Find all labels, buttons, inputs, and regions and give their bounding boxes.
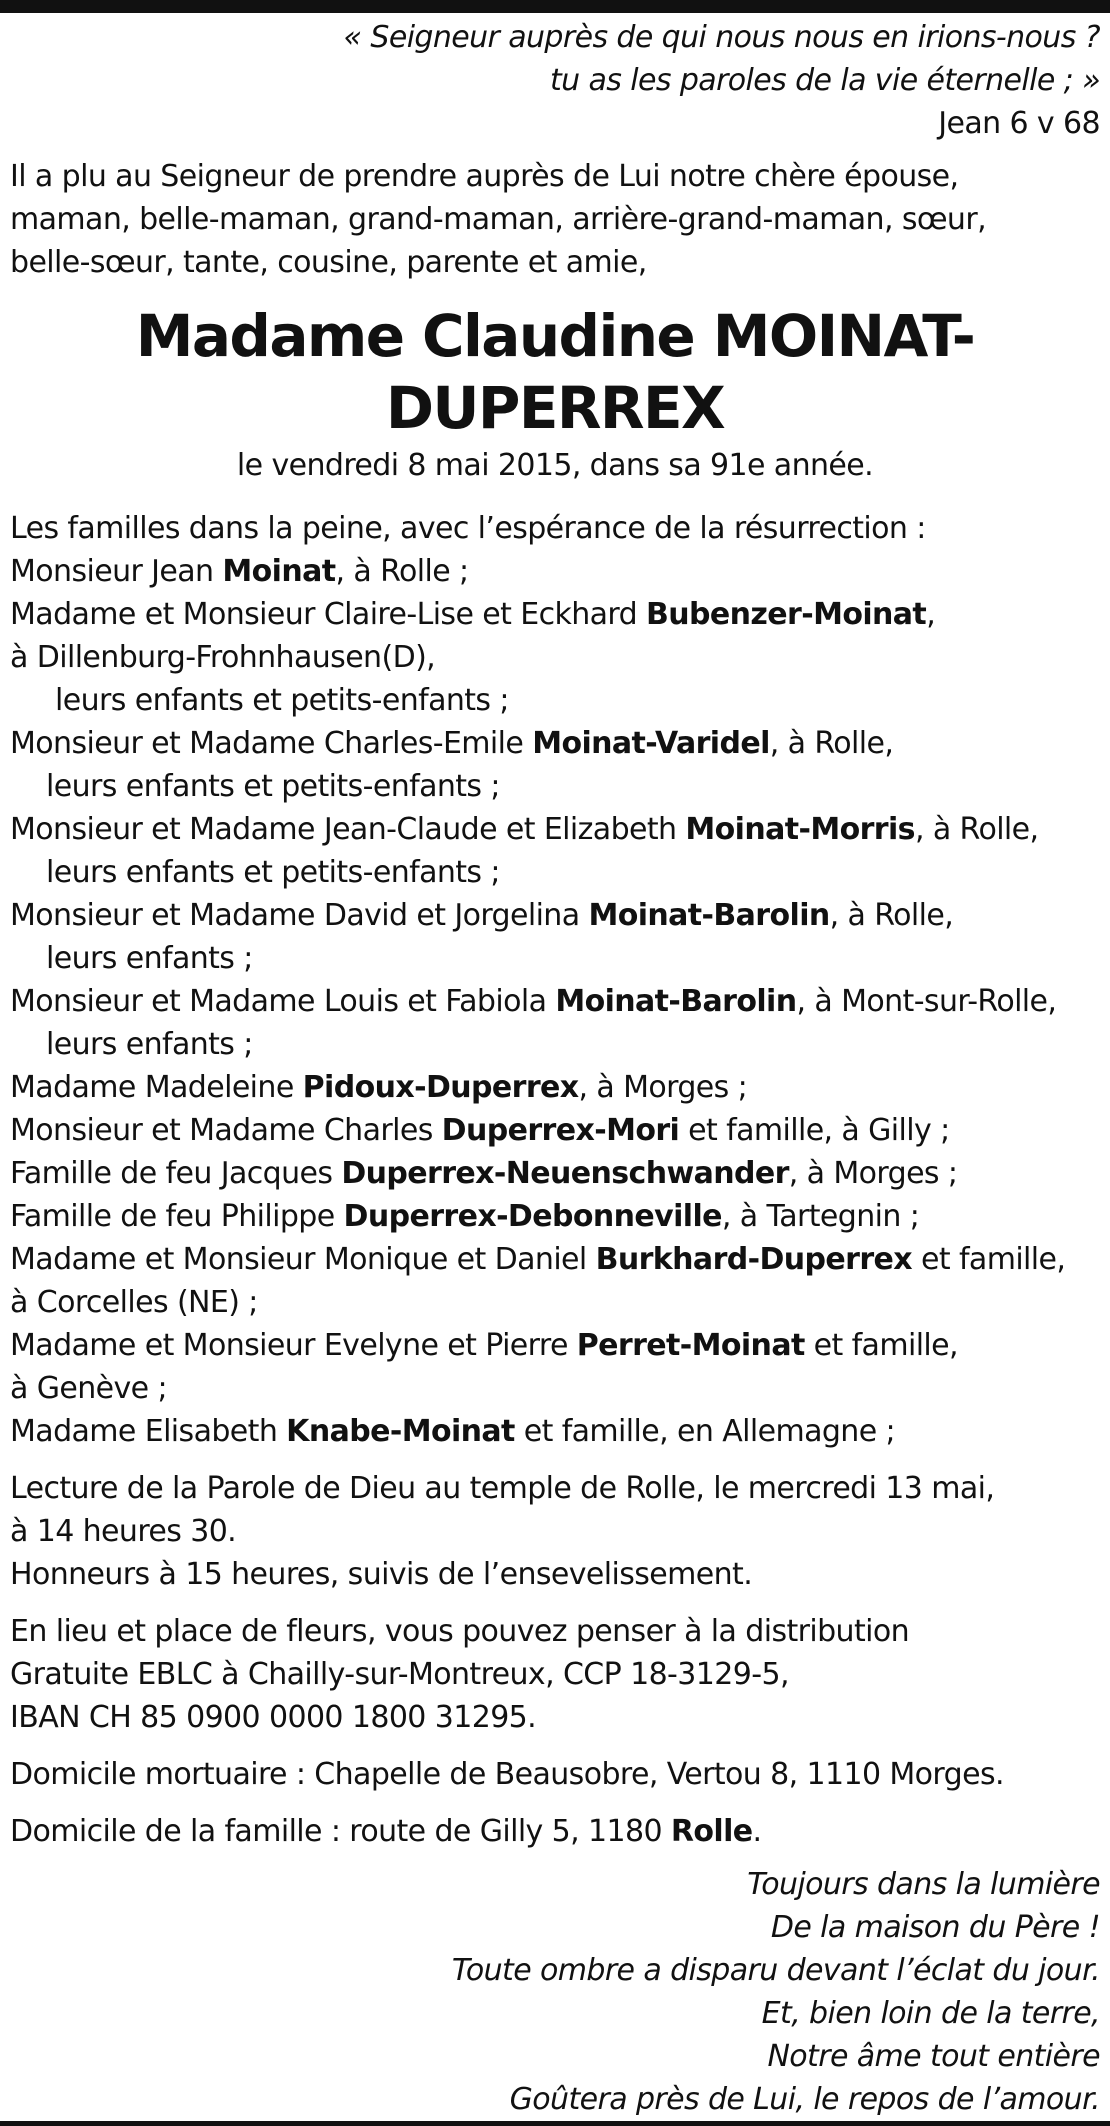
family-line: leurs enfants et petits-enfants ; bbox=[55, 683, 509, 718]
family-surname: Duperrex-Debonneville bbox=[343, 1199, 722, 1234]
donation-line: En lieu et place de fleurs, vous pouvez penser à la distribution bbox=[10, 1614, 910, 1649]
family-line: Famille de feu Philippe Duperrex-Debonneville, à Tartegnin ; bbox=[10, 1199, 920, 1234]
intro-line: maman, belle-maman, grand-maman, arrière-grand-maman, sœur, bbox=[10, 202, 987, 237]
family-line: Madame et Monsieur Evelyne et Pierre Perret-Moinat et famille, bbox=[10, 1328, 958, 1363]
donation-line: Gratuite EBLC à Chailly-sur-Montreux, CCP 18-3129-5, bbox=[10, 1657, 789, 1692]
ceremony-line: Lecture de la Parole de Dieu au temple de Rolle, le mercredi 13 mai, bbox=[10, 1471, 995, 1506]
family-line: Monsieur Jean Moinat, à Rolle ; bbox=[10, 554, 469, 589]
ceremony-line: à 14 heures 30. bbox=[10, 1514, 237, 1549]
family-line: Madame Elisabeth Knabe-Moinat et famille, en Allemagne ; bbox=[10, 1414, 896, 1449]
ceremony-line: Honneurs à 15 heures, suivis de l’ensevelissement. bbox=[10, 1557, 753, 1592]
family-line: à Dillenburg-Frohnhausen(D), bbox=[10, 640, 436, 675]
family-line: Monsieur et Madame Louis et Fabiola Moinat-Barolin, à Mont-sur-Rolle, bbox=[10, 984, 1057, 1019]
death-notice bbox=[10, 16, 1100, 2121]
family-surname: Bubenzer-Moinat bbox=[646, 597, 927, 632]
intro-line: Il a plu au Seigneur de prendre auprès de Lui notre chère épouse, bbox=[10, 159, 959, 194]
poem-line: Et, bien loin de la terre, bbox=[761, 1996, 1100, 2031]
family-surname: Duperrex-Mori bbox=[441, 1113, 680, 1148]
family-line: Famille de feu Jacques Duperrex-Neuenschwander, à Morges ; bbox=[10, 1156, 958, 1191]
family-list bbox=[10, 507, 1100, 1453]
family-line: à Genève ; bbox=[10, 1371, 167, 1406]
closing-poem bbox=[10, 1863, 1100, 2121]
family-line: Monsieur et Madame Jean-Claude et Elizabeth Moinat-Morris, à Rolle, bbox=[10, 812, 1039, 847]
top-rule bbox=[0, 0, 1110, 13]
family-line: Madame et Monsieur Claire-Lise et Eckhard Bubenzer-Moinat, bbox=[10, 597, 936, 632]
family-line: leurs enfants et petits-enfants ; bbox=[46, 855, 500, 890]
intro-text bbox=[10, 155, 1100, 284]
quote-line: « Seigneur auprès de qui nous nous en irions-nous ? bbox=[343, 20, 1100, 55]
bible-quote bbox=[10, 16, 1100, 145]
family-line: leurs enfants et petits-enfants ; bbox=[46, 769, 500, 804]
family-surname: Moinat bbox=[222, 554, 336, 589]
family-line: leurs enfants ; bbox=[46, 941, 253, 976]
family-home-line: Domicile de la famille : route de Gilly 5, 1180 Rolle. bbox=[10, 1814, 762, 1849]
intro-line: belle-sœur, tante, cousine, parente et amie, bbox=[10, 245, 647, 280]
deceased-name: Madame Claudine MOINAT-DUPERREX bbox=[135, 302, 975, 442]
family-line: Monsieur et Madame David et Jorgelina Moinat-Barolin, à Rolle, bbox=[10, 898, 954, 933]
quote-line: tu as les paroles de la vie éternelle ; » bbox=[550, 63, 1100, 98]
poem-line: Notre âme tout entière bbox=[767, 2039, 1100, 2074]
family-line: Madame et Monsieur Monique et Daniel Burkhard-Duperrex et famille, bbox=[10, 1242, 1066, 1277]
poem-line: De la maison du Père ! bbox=[770, 1910, 1100, 1945]
family-line: Monsieur et Madame Charles Duperrex-Mori et famille, à Gilly ; bbox=[10, 1113, 950, 1148]
bottom-rule bbox=[0, 2121, 1110, 2126]
poem-line: Toute ombre a disparu devant l’éclat du jour. bbox=[451, 1953, 1100, 1988]
family-surname: Moinat-Morris bbox=[685, 812, 915, 847]
family-home-info bbox=[10, 1810, 1100, 1853]
poem-line: Toujours dans la lumière bbox=[747, 1867, 1100, 1902]
poem-line: Goûtera près de Lui, le repos de l’amour. bbox=[509, 2082, 1100, 2117]
family-line: à Corcelles (NE) ; bbox=[10, 1285, 258, 1320]
donation-line: IBAN CH 85 0900 0000 1800 31295. bbox=[10, 1700, 537, 1735]
family-line: Monsieur et Madame Charles-Emile Moinat-Varidel, à Rolle, bbox=[10, 726, 894, 761]
family-heading: Les familles dans la peine, avec l’espérance de la résurrection : bbox=[10, 511, 926, 546]
family-home-town: Rolle bbox=[670, 1814, 753, 1849]
family-line: leurs enfants ; bbox=[46, 1027, 253, 1062]
mortuary-line: Domicile mortuaire : Chapelle de Beausobre, Vertou 8, 1110 Morges. bbox=[10, 1757, 1004, 1792]
quote-reference: Jean 6 v 68 bbox=[938, 106, 1100, 141]
family-surname: Pidoux-Duperrex bbox=[302, 1070, 579, 1105]
family-line: Madame Madeleine Pidoux-Duperrex, à Morges ; bbox=[10, 1070, 748, 1105]
family-surname: Moinat-Barolin bbox=[588, 898, 830, 933]
family-surname: Perret-Moinat bbox=[576, 1328, 805, 1363]
family-surname: Moinat-Barolin bbox=[555, 984, 797, 1019]
ceremony-info bbox=[10, 1467, 1100, 1596]
family-surname: Duperrex-Neuenschwander bbox=[341, 1156, 789, 1191]
mortuary-info bbox=[10, 1753, 1100, 1796]
family-surname: Moinat-Varidel bbox=[532, 726, 770, 761]
donation-info bbox=[10, 1610, 1100, 1739]
death-date: le vendredi 8 mai 2015, dans sa 91e année. bbox=[236, 448, 874, 483]
family-surname: Burkhard-Duperrex bbox=[595, 1242, 913, 1277]
family-surname: Knabe-Moinat bbox=[286, 1414, 515, 1449]
